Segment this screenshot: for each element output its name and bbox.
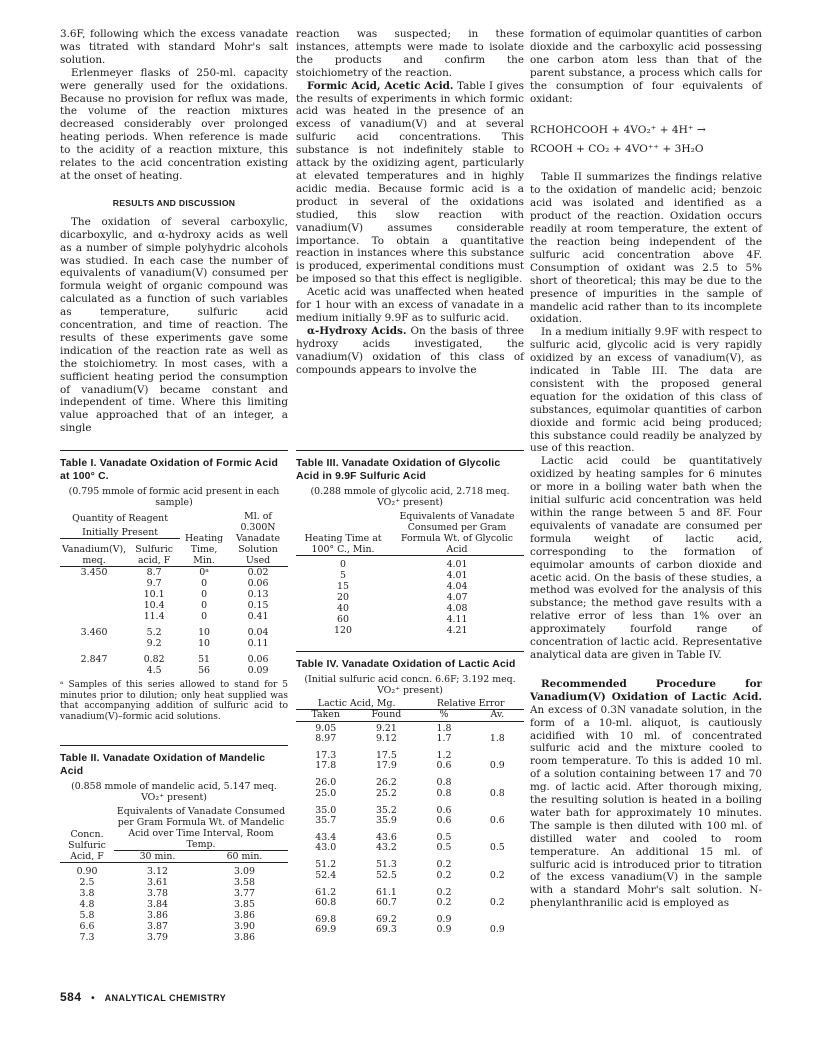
table-cell: 0 (201, 589, 208, 600)
page-number: 584 (60, 990, 82, 1004)
table-cell: 4.5 (146, 665, 162, 676)
table-cell: 8.97 (315, 733, 337, 745)
col-header: Vanadium(V), meq. (60, 538, 128, 566)
table-cell: 4.08 (446, 602, 468, 614)
col-header: 30 min. (114, 851, 201, 863)
table-row (60, 910, 288, 921)
table-cell: 10 (198, 638, 211, 649)
table-cell: 8.7 (146, 567, 162, 578)
table-cell: 9.21 (375, 722, 397, 734)
table-cell: 0.6 (436, 804, 452, 816)
table-cell (60, 578, 128, 589)
table-cell: 0.8 (436, 777, 452, 789)
table-label: Table II. (60, 753, 100, 764)
table-cell: 7.3 (79, 931, 95, 943)
table-cell: 61.2 (315, 886, 337, 898)
table-cell: 0.82 (143, 654, 165, 665)
table-cell (471, 744, 524, 761)
equation-line-2: RCOOH + CO₂ + 4VO⁺⁺ + 3H₂O (530, 143, 704, 156)
table-row (296, 826, 524, 843)
table-cell (471, 772, 524, 789)
table-row (296, 908, 524, 925)
table-cell: 9.2 (146, 638, 162, 649)
table-cell: 1.2 (436, 750, 452, 762)
table-cell: 17.8 (315, 760, 337, 772)
table-cell: 26.2 (375, 777, 397, 789)
table-cell: 60.7 (375, 896, 397, 908)
table-cell: 69.2 (375, 913, 397, 925)
table-caption (60, 457, 288, 483)
table-cell: 0.04 (247, 627, 269, 638)
table-cell: 0.9 (436, 924, 452, 936)
table-cell: 3.78 (147, 887, 168, 899)
table-row (60, 665, 288, 676)
paragraph: reaction was suspected; in these instances, attempts were made to isolate the products and confirm the stoichiometry of the reaction. (296, 28, 524, 79)
table-cell: 0.2 (489, 869, 505, 881)
run-in-heading: α-Hydroxy Acids. (307, 324, 407, 337)
table-title: Vanadate Oxidation of Glycolic Acid in 9.9F Sulfuric Acid (296, 458, 501, 482)
col-header: Taken (296, 710, 355, 721)
table-row (296, 581, 524, 592)
table-row (60, 600, 288, 611)
table-cell: 0.06 (247, 654, 269, 665)
table-cell: 69.8 (315, 913, 337, 925)
table-cell: 3.86 (234, 931, 255, 943)
table-cell: 3.87 (147, 920, 168, 932)
table-cell: 0.6 (436, 814, 452, 826)
table-cell: 25.2 (375, 787, 397, 799)
table-subtitle: (0.795 mmole of formic acid present in each sample) (68, 486, 280, 508)
table-cell: 1.8 (436, 722, 452, 734)
paragraph: 3.6F, following which the excess vanadate was titrated with standard Mohr's salt solution. (60, 28, 288, 66)
table-4 (296, 651, 524, 935)
table-cell: 3.460 (80, 627, 108, 638)
table-cell: 10 (198, 627, 211, 638)
table-cell: 51.3 (375, 859, 397, 871)
table-cell: 0.2 (489, 896, 505, 908)
table-grid (60, 511, 288, 676)
col-header: Sulfuric acid, F (128, 538, 180, 566)
col-header: Quantity of Reagent (72, 513, 168, 525)
table-subtitle: (0.288 mmole of glycolic acid, 2.718 meq. VO₂⁺ present) (310, 486, 510, 508)
table-cell: 61.1 (375, 886, 397, 898)
column-2 (296, 28, 524, 376)
table-cell: 56 (198, 665, 211, 676)
table-cell: 0.41 (247, 611, 269, 622)
table-title: Vanadate Oxidation of Lactic Acid (341, 659, 516, 670)
table-cell: 3.61 (147, 876, 168, 888)
table-cell (60, 589, 128, 600)
footer-bullet: • (90, 992, 96, 1004)
table-cell (60, 665, 128, 676)
table-row (60, 888, 288, 899)
table-cell: 3.79 (147, 931, 168, 943)
table-cell: 17.3 (315, 750, 337, 762)
table-cell (471, 826, 524, 843)
table-row (60, 622, 288, 638)
paragraph: Lactic acid could be quantitatively oxidized by heating samples for 6 minutes or more in a boiling water bath when the initial sulfuric acid concentration was held within the range between 5 and 8F. Four equivalents of vanadate are consumed per formula weight of lactic acid, corresponding to the formation of equimolar amounts of carbon dioxide and acetic acid. On the basis of these studies, a method was evolved for the analysis of this substance; the method gave results with a relative error of less than 1% over an approximately fourfold range of concentration of lactic acid. Representative analytical data are given in Table IV. (530, 455, 762, 661)
page-footer (60, 990, 226, 1004)
table-cell: 1.8 (489, 733, 505, 745)
table-cell: 3.450 (80, 567, 108, 578)
table-row (296, 925, 524, 935)
table-cell: 11.4 (143, 611, 165, 622)
table-cell: 0.9 (436, 913, 452, 925)
table-cell: 0ᵃ (199, 567, 209, 578)
table-row (296, 843, 524, 853)
run-in-heading: Formic Acid, Acetic Acid. (307, 79, 454, 92)
table-2 (60, 745, 288, 943)
table-cell: 35.7 (315, 814, 337, 826)
table-cell: 4.11 (446, 613, 468, 625)
table-cell: 0.06 (247, 578, 269, 589)
table-cell: 3.86 (234, 909, 255, 921)
paragraph-text: Table I gives the results of experiments in which formic acid was heated in the presence of an excess of vanadium(V) and at several sulfuric acid concentrations. This substance is not indefinitely stable to attack by the oxidizing agent, particularly at elevated temperatures and in highly acidic media. Because formic acid is a product in several of the oxidations studied, this slow reaction with vanadium(V) assumes considerable importance. To obtain a quantitative reaction in instances where this substance is produced, experimental conditions must be imposed so that this effect is negligible. (296, 79, 524, 286)
table-cell: 43.6 (375, 831, 397, 843)
table-cell: 0.8 (489, 787, 505, 799)
table-cell: 3.84 (147, 898, 168, 910)
table-cell: 0.9 (489, 924, 505, 936)
table-cell: 0 (201, 600, 208, 611)
table-row (296, 570, 524, 581)
table-row (296, 556, 524, 570)
table-cell: 0.5 (489, 842, 505, 854)
paragraph-text: On the basis of three hydroxy acids investigated, the vanadium(V) oxidation of this class of compounds appears to involve the (296, 324, 524, 376)
table-caption (60, 752, 288, 778)
table-cell: 43.4 (315, 831, 337, 843)
table-cell: 0.6 (489, 814, 505, 826)
table-cell: 0.2 (436, 859, 452, 871)
table-cell: 0 (340, 558, 346, 570)
table-cell: 9.7 (146, 578, 162, 589)
table-label: Table III. (296, 458, 339, 469)
table-title: Vanadate Oxidation of Formic Acid at 100° C. (60, 458, 279, 482)
table-label: Table I. (60, 458, 97, 469)
table-cell: 0.9 (489, 760, 505, 772)
paragraph (296, 80, 524, 287)
table-cell: 51.2 (315, 859, 337, 871)
column-3 (530, 28, 762, 910)
table-row (296, 816, 524, 826)
table-cell: 51 (198, 654, 211, 665)
table-cell: 3.8 (79, 887, 95, 899)
table-cell: 4.04 (446, 580, 468, 592)
table-cell: 43.2 (375, 842, 397, 854)
table-cell: 52.5 (375, 869, 397, 881)
table-3 (296, 450, 524, 636)
table-caption (296, 658, 524, 671)
table-row (296, 789, 524, 799)
col-header: Relative Error (417, 699, 524, 710)
table-row (296, 898, 524, 908)
table-cell: 25.0 (315, 787, 337, 799)
table-row (296, 734, 524, 744)
table-cell: 35.0 (315, 804, 337, 816)
section-heading: RESULTS AND DISCUSSION (112, 197, 236, 208)
col-header: Av. (471, 710, 524, 721)
col-header: Initially Present (60, 524, 180, 538)
table-cell: 3.85 (234, 898, 255, 910)
col-header: Ml. of 0.300N Vanadate Solution Used (228, 511, 288, 567)
table-cell: 69.9 (315, 924, 337, 936)
table-cell: 17.5 (375, 750, 397, 762)
table-row (296, 761, 524, 771)
table-grid (296, 511, 524, 636)
table-cell: 40 (337, 602, 349, 614)
paragraph (296, 325, 524, 377)
run-in-heading: Recommended Procedure for Vanadium(V) Oxidation of Lactic Acid. (530, 677, 762, 703)
table-cell: 60 (337, 613, 349, 625)
table-cell: 0.09 (247, 665, 269, 676)
table-row (60, 921, 288, 932)
col-header: 60 min. (201, 851, 288, 863)
table-row (60, 932, 288, 943)
table-cell: 5.8 (79, 909, 95, 921)
table-subtitle: (Initial sulfuric acid concn. 6.6F; 3.192 meq. VO₂⁺ present) (304, 674, 516, 696)
table-cell: 1.7 (436, 733, 452, 745)
table-cell: 0.5 (436, 842, 452, 854)
table-cell (60, 600, 128, 611)
table-row (296, 625, 524, 636)
table-cell: 4.8 (79, 898, 95, 910)
table-cell: 9.05 (315, 722, 337, 734)
equation-line-1: RCHOHCOOH + 4VO₂⁺ + 4H⁺ → (530, 124, 706, 137)
table-title: Vanadate Oxidation of Mandelic Acid (60, 753, 266, 777)
col-header: Equivalents of Vanadate Consumed per Gram Formula Wt. of Glycolic Acid (390, 511, 524, 556)
table-cell: 17.9 (375, 760, 397, 772)
table-cell: 26.0 (315, 777, 337, 789)
table-cell: 9.12 (375, 733, 397, 745)
table-cell: 3.58 (234, 876, 255, 888)
paragraph (530, 678, 762, 910)
paragraph: The oxidation of several carboxylic, dicarboxylic, and α-hydroxy acids as well as a number of simple polyhydric alcohols was studied. In each case the number of equivalents of vanadium(V) consumed per formula weight of organic compound was calculated as a function of such variables as temperature, sulfuric acid concentration, and time of reaction. The results of these experiments gave some indication of the reaction rate as well as the stoichiometry. In most cases, with a sufficient heating period the consumption of vanadium(V) became constant and independent of time. Where this limiting value approached that of an integer, a single (60, 215, 288, 435)
table-row (296, 871, 524, 881)
table-cell: 0.2 (436, 869, 452, 881)
table-cell: 0.13 (247, 589, 269, 600)
table-cell: 4.01 (446, 558, 468, 570)
table-row (60, 877, 288, 888)
col-header: % (417, 710, 470, 721)
table-row (60, 863, 288, 877)
col-header: Lactic Acid, Mg. (296, 699, 417, 710)
table-caption (296, 457, 524, 483)
table-footnote: ᵃ Samples of this series allowed to stand for 5 minutes prior to dilution; only heat supplied was that accompanying addition of sulfuric acid to vanadium(V)–formic acid solutions. (60, 680, 288, 722)
table-row (60, 649, 288, 665)
table-cell: 4.21 (446, 624, 468, 636)
column-1 (60, 28, 288, 435)
table-label: Table IV. (296, 659, 339, 670)
paragraph: In a medium initially 9.9F with respect to sulfuric acid, glycolic acid is very rapidly oxidized by an excess of vanadium(V), as indicated in Table III. The data are consistent with the proposed general equation for the oxidation of this class of substances, equimolar quantities of carbon dioxide and formic acid being produced; this substance could readily be analyzed by use of this reaction. (530, 326, 762, 455)
table-cell: 0.15 (247, 600, 269, 611)
table-row (296, 592, 524, 603)
table-grid (296, 699, 524, 935)
col-header: Heating Time at 100° C., Min. (296, 511, 390, 556)
table-1 (60, 450, 288, 722)
table-row (60, 611, 288, 622)
table-row (60, 589, 288, 600)
table-cell: 15 (337, 580, 349, 592)
table-cell: 2.847 (80, 654, 108, 665)
paragraph: Erlenmeyer flasks of 250-ml. capacity were generally used for the oxidations. Because no provision for reflux was made, the volume of the reaction mixtures decreased considerably over prolonged heating periods. When reference is made to the acidity of a reaction mixture, this relates to the acid concentration existing at the onset of heating. (60, 66, 288, 182)
col-header: Heating Time, Min. (180, 511, 228, 567)
table-cell: 5.2 (146, 627, 162, 638)
table-cell: 4.07 (446, 591, 468, 603)
table-row (296, 603, 524, 614)
table-cell: 43.0 (315, 842, 337, 854)
table-cell: 0.2 (436, 886, 452, 898)
table-cell: 4.01 (446, 569, 468, 581)
paragraph: formation of equimolar quantities of carbon dioxide and the carboxylic acid possessing one carbon atom less than that of the parent substance, a process which calls for the consumption of four equivalents of oxidant: (530, 28, 762, 105)
table-cell: 3.90 (234, 920, 255, 932)
paragraph-text: An excess of 0.3N vanadate solution, in the form of a 10-ml. aliquot, is cautiously acidified with 10 ml. of concentrated sulfuric acid and the mixture cooled to room temperature. To this is added 10 ml. of a solution containing between 17 and 70 mg. of lactic acid. After thorough mixing, the resulting solution is heated in a boiling water bath for approximately 10 minutes. The sample is then diluted with 100 ml. of distilled water and cooled to room temperature. An additional 15 ml. of sulfuric acid is introduced prior to titration of the excess vanadium(V) in the sample with a standard Mohr's salt solution. N-phenylanthranilic acid is employed as (530, 703, 762, 910)
table-cell (471, 908, 524, 925)
table-row (60, 578, 288, 589)
table-cell: 10.4 (143, 600, 165, 611)
table-cell: 0.02 (247, 567, 269, 578)
table-cell: 10.1 (143, 589, 165, 600)
table-cell: 0.11 (247, 638, 269, 649)
table-cell: 0 (201, 611, 208, 622)
table-subtitle: (0.858 mmole of mandelic acid, 5.147 meq. VO₂⁺ present) (71, 781, 277, 803)
table-cell: 35.2 (375, 804, 397, 816)
table-cell: 0 (201, 578, 208, 589)
table-cell: 0.6 (436, 760, 452, 772)
table-cell: 0.2 (436, 896, 452, 908)
table-row (296, 881, 524, 898)
table-cell: 69.3 (375, 924, 397, 936)
table-cell: 6.6 (79, 920, 95, 932)
col-header: Found (355, 710, 417, 721)
paragraph: Table II summarizes the findings relative to the oxidation of mandelic acid; benzoic acid was isolated and identified as a product of the reaction. Oxidation occurs readily at room temperature, the extent of the reaction being independent of the sulfuric acid concentration above 4F. Consumption of oxidant was 2.5 to 5% short of theoretical; this may be due to the presence of impurities in the sample of mandelic acid rather than to its incomplete oxidation. (530, 171, 762, 326)
table-cell: 35.9 (375, 814, 397, 826)
table-row (296, 772, 524, 789)
table-row (60, 638, 288, 649)
table-row (296, 744, 524, 761)
table-cell: 3.86 (147, 909, 168, 921)
table-cell: 3.09 (234, 865, 255, 877)
table-cell: 60.8 (315, 896, 337, 908)
table-row (296, 614, 524, 625)
table-cell: 5 (340, 569, 346, 581)
paragraph: Acetic acid was unaffected when heated for 1 hour with an excess of vanadate in a medium initially 9.9F as to sulfuric acid. (296, 286, 524, 324)
table-cell: 120 (334, 624, 352, 636)
journal-name: ANALYTICAL CHEMISTRY (104, 993, 227, 1003)
table-cell: 0.8 (436, 787, 452, 799)
col-header: Equivalents of Vanadate Consumed per Gram Formula Wt. of Mandelic Acid over Time Interval, Room Temp. (114, 806, 288, 851)
table-row (60, 899, 288, 910)
table-cell (60, 638, 128, 649)
table-row (296, 799, 524, 816)
table-row (60, 567, 288, 579)
table-cell: 52.4 (315, 869, 337, 881)
table-cell (60, 611, 128, 622)
table-grid (60, 806, 288, 943)
table-cell: 3.77 (234, 887, 255, 899)
table-cell (471, 881, 524, 898)
table-cell: 0.90 (76, 865, 98, 877)
col-header: Concn. Sulfuric Acid, F (60, 806, 114, 863)
table-cell: 0.5 (436, 831, 452, 843)
table-cell: 2.5 (79, 876, 95, 888)
table-cell (471, 799, 524, 816)
table-cell: 3.12 (147, 865, 168, 877)
table-cell: 20 (337, 591, 349, 603)
table-row (296, 854, 524, 871)
table-cell (471, 854, 524, 871)
